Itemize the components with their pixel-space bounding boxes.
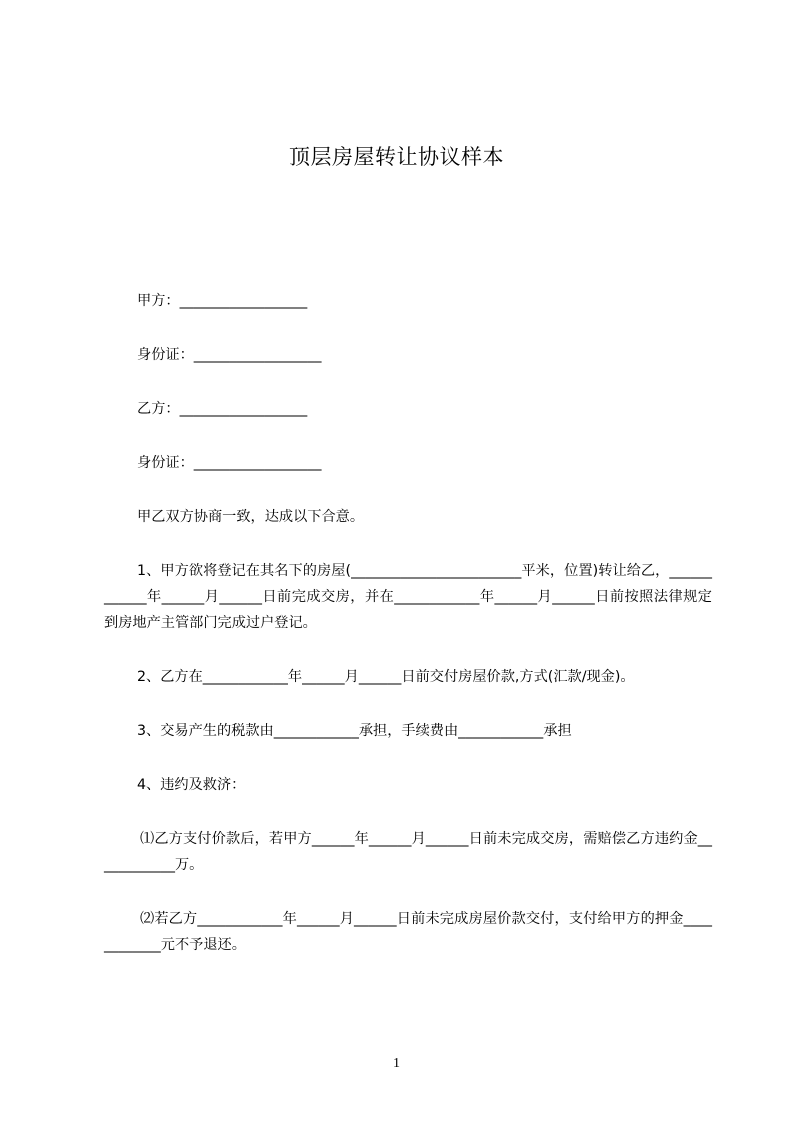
party-a-id-line: 身份证：__________________ xyxy=(137,347,322,363)
clause-2: 2、乙方在____________年______月______日前交付房屋价款,方式(汇款/现金)。 xyxy=(137,669,635,685)
clause-4-heading: 4、违约及救济： xyxy=(137,777,246,793)
clause-1: 1、甲方欲将登记在其名下的房屋(________________________平米，位置)转让给乙，____________年______月______日前完成交房，并在____________年______月______日前按照法律规定到房地产主管部门完成过户登记。 xyxy=(104,563,712,631)
document-title: 顶层房屋转让协议样本 xyxy=(289,145,504,169)
party-a-line: 甲方：__________________ xyxy=(137,293,308,309)
agreement-intro: 甲乙双方协商一致，达成以下合意。 xyxy=(137,509,365,525)
clause-3: 3、交易产生的税款由____________承担，手续费由____________承担 xyxy=(137,723,572,739)
document-body xyxy=(104,288,712,986)
page-number: 1 xyxy=(393,1056,400,1071)
party-b-line: 乙方：__________________ xyxy=(137,401,308,417)
clause-4-item-2: ⑵若乙方____________年______月______日前未完成房屋价款交付，支付给甲方的押金____________元不予退还。 xyxy=(104,911,712,953)
clause-4-item-1: ⑴乙方支付价款后，若甲方______年______月______日前未完成交房，需赔偿乙方违约金____________万。 xyxy=(104,831,712,873)
party-b-id-line: 身份证：__________________ xyxy=(137,455,322,471)
